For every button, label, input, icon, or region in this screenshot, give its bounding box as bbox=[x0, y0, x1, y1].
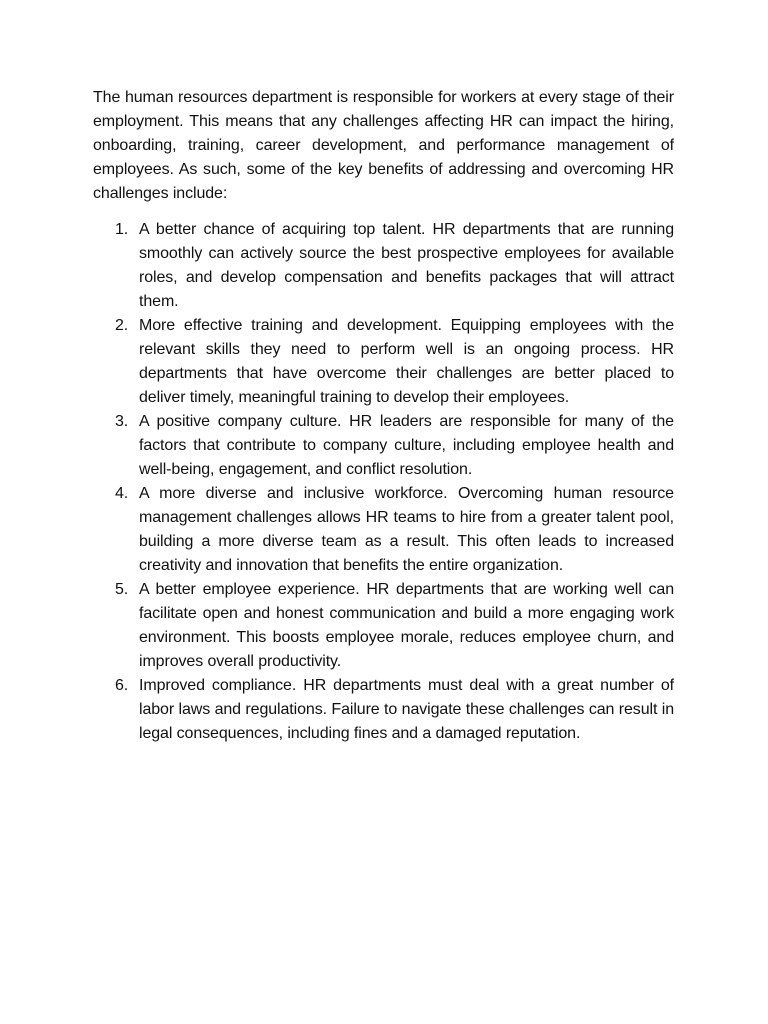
list-item-number: 3. bbox=[115, 413, 129, 430]
list-item-number: 4. bbox=[115, 485, 129, 502]
list-item-number: 5. bbox=[115, 581, 129, 598]
list-item bbox=[93, 314, 674, 410]
list-item bbox=[93, 674, 674, 746]
list-item bbox=[93, 578, 674, 674]
list-item-number: 2. bbox=[115, 317, 129, 334]
list-item bbox=[93, 482, 674, 578]
list-item bbox=[93, 410, 674, 482]
list-item-text: A positive company culture. HR leaders are responsible for many of the factors that contribute to company culture, including employee health and well-being, engagement, and conflict resolution. bbox=[139, 413, 674, 478]
list-item-number: 6. bbox=[115, 677, 129, 694]
list-item bbox=[93, 218, 674, 314]
benefits-list bbox=[93, 218, 674, 746]
list-item-text: A better chance of acquiring top talent. HR departments that are running smoothly can actively source the best prospective employees for available roles, and develop compensation and benefits packages that will attract them. bbox=[139, 221, 674, 310]
list-item-text: Improved compliance. HR departments must deal with a great number of labor laws and regulations. Failure to navigate these challenges can result in legal consequences, including fines and a damaged reputation. bbox=[139, 677, 674, 742]
intro-paragraph: The human resources department is responsible for workers at every stage of their employment. This means that any challenges affecting HR can impact the hiring, onboarding, training, career development, and performance management of employees. As such, some of the key benefits of addressing and overcoming HR challenges include: bbox=[93, 89, 674, 202]
document-body bbox=[93, 86, 674, 746]
list-item-text: A better employee experience. HR departments that are working well can facilitate open and honest communication and build a more engaging work environment. This boosts employee morale, reduces employee churn, and improves overall productivity. bbox=[139, 581, 674, 670]
list-item-number: 1. bbox=[115, 221, 129, 238]
list-item-text: More effective training and development. Equipping employees with the relevant skills they need to perform well is an ongoing process. HR departments that have overcome their challenges are better placed to deliver timely, meaningful training to develop their employees. bbox=[139, 317, 674, 406]
list-item-text: A more diverse and inclusive workforce. Overcoming human resource management challenges allows HR teams to hire from a greater talent pool, building a more diverse team as a result. This often leads to increased creativity and innovation that benefits the entire organization. bbox=[139, 485, 674, 574]
